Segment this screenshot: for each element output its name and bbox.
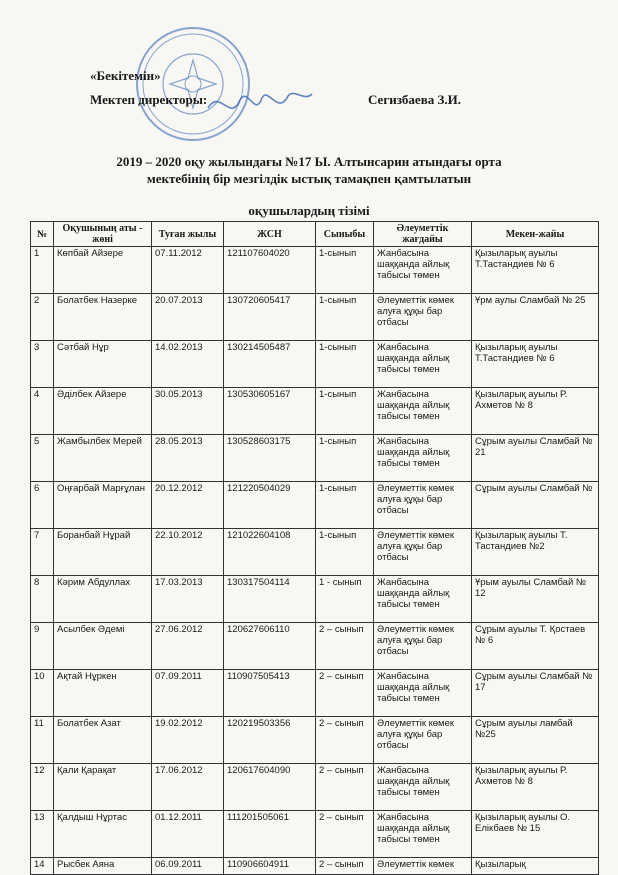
table-row bbox=[31, 717, 599, 764]
col-student-name-cell: Әділбек Айзере bbox=[54, 388, 152, 435]
col-student-name-cell: Көпбай Айзере bbox=[54, 247, 152, 294]
col-iin-cell: 120617604090 bbox=[224, 764, 316, 811]
heading-line-1: 2019 – 2020 оқу жылындағы №17 Ы. Алтынсарин атындағы орта bbox=[116, 154, 502, 169]
heading-line-3: оқушылардың тізімі bbox=[248, 203, 370, 218]
col-iin-cell: 121107604020 bbox=[224, 247, 316, 294]
col-social-status-cell: Жанбасына шаққанда айлық табысы төмен bbox=[374, 341, 472, 388]
table-row bbox=[31, 670, 599, 717]
col-grade-cell: 2 – сынып bbox=[316, 811, 374, 858]
table-row bbox=[31, 247, 599, 294]
director-signature bbox=[200, 78, 320, 128]
col-number-cell: 12 bbox=[31, 764, 54, 811]
col-birth-date-cell: 20.07.2013 bbox=[152, 294, 224, 341]
col-grade-cell: 1 - сынып bbox=[316, 576, 374, 623]
col-social-status-cell: Жанбасына шаққанда айлық табысы төмен bbox=[374, 764, 472, 811]
col-birth-date-cell: 20.12.2012 bbox=[152, 482, 224, 529]
col-birth-date-cell: 17.06.2012 bbox=[152, 764, 224, 811]
table-row bbox=[31, 294, 599, 341]
col-grade-cell: 2 – сынып bbox=[316, 623, 374, 670]
table-row bbox=[31, 529, 599, 576]
col-birth-date-cell: 06.09.2011 bbox=[152, 858, 224, 875]
col-social-status-header: Әлеуметтік жағдайы bbox=[374, 222, 472, 247]
col-birth-date-header: Туған жылы bbox=[152, 222, 224, 247]
col-birth-date-cell: 22.10.2012 bbox=[152, 529, 224, 576]
table-row bbox=[31, 858, 599, 875]
col-address-header: Мекен-жайы bbox=[472, 222, 599, 247]
col-social-status-cell: Жанбасына шаққанда айлық табысы төмен bbox=[374, 435, 472, 482]
table-row bbox=[31, 435, 599, 482]
col-student-name-cell: Қалдыш Нұртас bbox=[54, 811, 152, 858]
col-student-name-cell: Кәрим Абдуллах bbox=[54, 576, 152, 623]
table-row bbox=[31, 341, 599, 388]
col-student-name-cell: Рысбек Аяна bbox=[54, 858, 152, 875]
col-number-cell: 11 bbox=[31, 717, 54, 764]
col-birth-date-cell: 07.11.2012 bbox=[152, 247, 224, 294]
col-student-name-cell: Болатбек Назерке bbox=[54, 294, 152, 341]
col-number-cell: 4 bbox=[31, 388, 54, 435]
document-heading bbox=[0, 153, 618, 187]
col-grade-cell: 1-сынып bbox=[316, 294, 374, 341]
col-birth-date-cell: 30.05.2013 bbox=[152, 388, 224, 435]
col-iin-cell: 130530605167 bbox=[224, 388, 316, 435]
col-iin-cell: 110907505413 bbox=[224, 670, 316, 717]
col-birth-date-cell: 07.09.2011 bbox=[152, 670, 224, 717]
col-iin-cell: 120219503356 bbox=[224, 717, 316, 764]
col-student-name-header: Оқушының аты - жөні bbox=[54, 222, 152, 247]
table-row bbox=[31, 576, 599, 623]
table-row bbox=[31, 764, 599, 811]
col-number-cell: 8 bbox=[31, 576, 54, 623]
col-grade-cell: 1-сынып bbox=[316, 341, 374, 388]
heading-line-2: мектебінің бір мезгілдік ыстық тамақпен қамтылатын bbox=[146, 171, 472, 186]
col-student-name-cell: Ақтай Нұркен bbox=[54, 670, 152, 717]
col-grade-cell: 1-сынып bbox=[316, 388, 374, 435]
col-iin-cell: 120627606110 bbox=[224, 623, 316, 670]
col-iin-cell: 130214505487 bbox=[224, 341, 316, 388]
col-social-status-cell: Әлеуметтік көмек алуға құқы бар отбасы bbox=[374, 717, 472, 764]
approval-title: «Бекітемін» bbox=[90, 68, 161, 83]
col-address-cell: Ұрм аулы Сламбай № 25 bbox=[472, 294, 599, 341]
col-social-status-cell: Әлеуметтік көмек алуға құқы бар отбасы bbox=[374, 529, 472, 576]
table-row bbox=[31, 811, 599, 858]
table-row bbox=[31, 482, 599, 529]
col-grade-cell: 1-сынып bbox=[316, 247, 374, 294]
col-iin-cell: 130317504114 bbox=[224, 576, 316, 623]
col-student-name-cell: Боранбай Нұрай bbox=[54, 529, 152, 576]
students-table bbox=[30, 221, 599, 875]
col-birth-date-cell: 28.05.2013 bbox=[152, 435, 224, 482]
col-address-cell: Сұрым ауылы Сламбай № bbox=[472, 482, 599, 529]
col-grade-cell: 1-сынып bbox=[316, 435, 374, 482]
col-address-cell: Қызыларық ауылы О. Елікбаев № 15 bbox=[472, 811, 599, 858]
col-social-status-cell: Әлеуметтік көмек алуға құқы бар отбасы bbox=[374, 482, 472, 529]
col-social-status-cell: Жанбасына шаққанда айлық табысы төмен bbox=[374, 811, 472, 858]
table-header-row bbox=[31, 222, 599, 247]
col-birth-date-cell: 14.02.2013 bbox=[152, 341, 224, 388]
col-birth-date-cell: 19.02.2012 bbox=[152, 717, 224, 764]
col-address-cell: Сұрым ауылы Сламбай № 17 bbox=[472, 670, 599, 717]
col-social-status-cell: Жанбасына шаққанда айлық табысы төмен bbox=[374, 388, 472, 435]
table-row bbox=[31, 623, 599, 670]
col-birth-date-cell: 27.06.2012 bbox=[152, 623, 224, 670]
director-label: Мектеп директоры: bbox=[90, 92, 208, 107]
col-iin-cell: 110906604911 bbox=[224, 858, 316, 875]
col-student-name-cell: Жамбылбек Мерей bbox=[54, 435, 152, 482]
col-iin-cell: 111201505061 bbox=[224, 811, 316, 858]
col-birth-date-cell: 01.12.2011 bbox=[152, 811, 224, 858]
col-iin-cell: 121022604108 bbox=[224, 529, 316, 576]
table-row bbox=[31, 388, 599, 435]
col-student-name-cell: Сәтбай Нұр bbox=[54, 341, 152, 388]
col-iin-cell: 130528603175 bbox=[224, 435, 316, 482]
col-address-cell: Сұрым ауылы Сламбай № 21 bbox=[472, 435, 599, 482]
col-address-cell: Қызыларық ауылы Р. Ахметов № 8 bbox=[472, 764, 599, 811]
col-number-cell: 5 bbox=[31, 435, 54, 482]
col-iin-cell: 121220504029 bbox=[224, 482, 316, 529]
col-number-cell: 14 bbox=[31, 858, 54, 875]
col-number-cell: 9 bbox=[31, 623, 54, 670]
col-address-cell: Қызыларық ауылы Т. Тастандиев №2 bbox=[472, 529, 599, 576]
col-number-header: № bbox=[31, 222, 54, 247]
col-address-cell: Ұрым ауылы Сламбай № 12 bbox=[472, 576, 599, 623]
col-number-cell: 10 bbox=[31, 670, 54, 717]
col-address-cell: Қызыларық ауылы Т.Тастандиев № 6 bbox=[472, 247, 599, 294]
table-body bbox=[31, 247, 599, 875]
col-iin-header: ЖСН bbox=[224, 222, 316, 247]
col-social-status-cell: Жанбасына шаққанда айлық табысы төмен bbox=[374, 576, 472, 623]
col-social-status-cell: Әлеуметтік көмек bbox=[374, 858, 472, 875]
col-grade-header: Сыныбы bbox=[316, 222, 374, 247]
col-grade-cell: 2 – сынып bbox=[316, 858, 374, 875]
col-address-cell: Қызыларық bbox=[472, 858, 599, 875]
col-grade-cell: 2 – сынып bbox=[316, 670, 374, 717]
col-address-cell: Сұрым ауылы Т. Қостаев № 6 bbox=[472, 623, 599, 670]
col-student-name-cell: Қали Қарақат bbox=[54, 764, 152, 811]
col-address-cell: Қызыларық ауылы Р. Ахметов № 8 bbox=[472, 388, 599, 435]
col-grade-cell: 2 – сынып bbox=[316, 764, 374, 811]
col-social-status-cell: Жанбасына шаққанда айлық табысы төмен bbox=[374, 247, 472, 294]
director-name: Сегизбаева З.И. bbox=[368, 92, 461, 107]
col-student-name-cell: Асылбек Әдемі bbox=[54, 623, 152, 670]
col-social-status-cell: Әлеуметтік көмек алуға құқы бар отбасы bbox=[374, 623, 472, 670]
col-student-name-cell: Болатбек Азат bbox=[54, 717, 152, 764]
col-number-cell: 7 bbox=[31, 529, 54, 576]
col-number-cell: 1 bbox=[31, 247, 54, 294]
col-birth-date-cell: 17.03.2013 bbox=[152, 576, 224, 623]
col-number-cell: 3 bbox=[31, 341, 54, 388]
col-iin-cell: 130720605417 bbox=[224, 294, 316, 341]
approval-block bbox=[90, 68, 207, 108]
col-address-cell: Сұрым ауылы ламбай №25 bbox=[472, 717, 599, 764]
col-address-cell: Қызыларық ауылы Т.Тастандиев № 6 bbox=[472, 341, 599, 388]
col-number-cell: 2 bbox=[31, 294, 54, 341]
col-social-status-cell: Әлеуметтік көмек алуға құқы бар отбасы bbox=[374, 294, 472, 341]
col-grade-cell: 2 – сынып bbox=[316, 717, 374, 764]
col-number-cell: 13 bbox=[31, 811, 54, 858]
col-number-cell: 6 bbox=[31, 482, 54, 529]
col-grade-cell: 1-сынып bbox=[316, 482, 374, 529]
col-student-name-cell: Оңғарбай Марғұлан bbox=[54, 482, 152, 529]
col-social-status-cell: Жанбасына шаққанда айлық табысы төмен bbox=[374, 670, 472, 717]
col-grade-cell: 1-сынып bbox=[316, 529, 374, 576]
